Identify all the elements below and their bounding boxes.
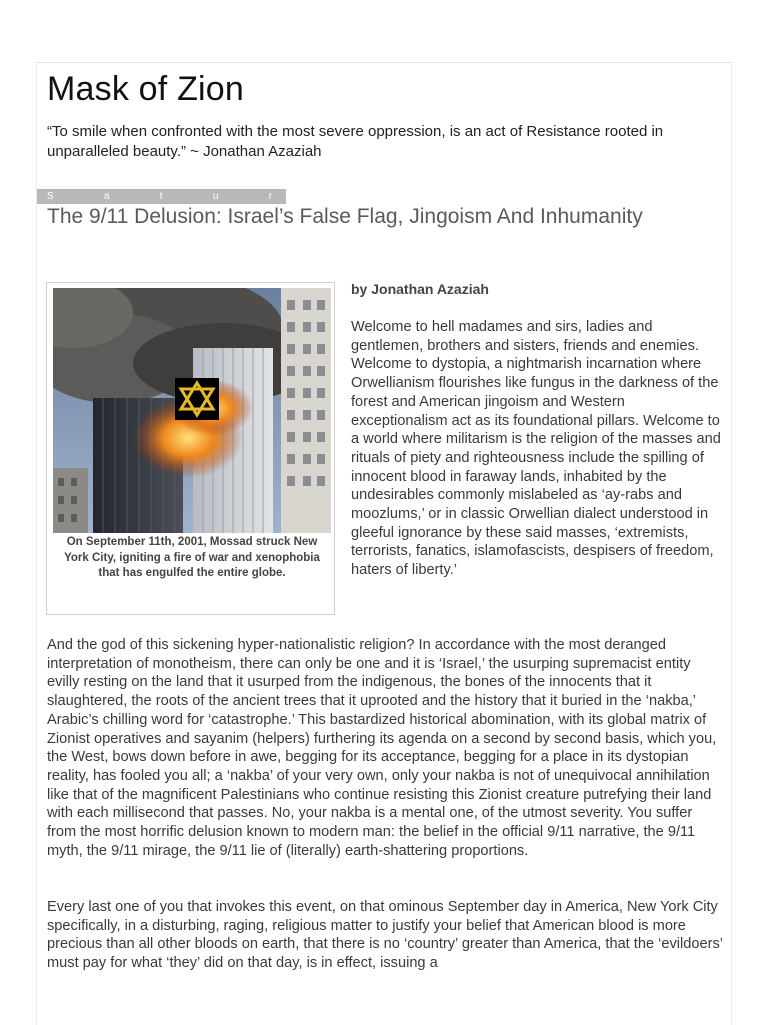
- blog-title[interactable]: Mask of Zion: [47, 70, 245, 108]
- post-paragraph: Welcome to hell madames and sirs, ladies and gentlemen, brothers and sisters, friends and enemies. Welcome to dystopia, a nightmarish incarnation where Orwellianism flourishes like fungus in the darkness of the forest and American jingoism and Western exceptionalism act as its foundational pillars. Welcome to a world where militarism is the religion of the masses and rituals of piety and righteousness include the spilling of innocent blood in faraway lands, inhabited by the undesirables commonly mislabeled as ‘ay-rabs and moozlums,’ or in classic Orwellian dialect understood in gleeful ignorance by these said masses, ‘extremists, terrorists, fanatics, islamofascists, despisers of freedom, haters of liberty.’: [351, 319, 721, 579]
- post-paragraph: Every last one of you that invokes this event, on that ominous September day in America, New York City specifically, in a disturbing, raging, religious matter to justify your belief that American blood is more precious than all other bloods on earth, that there is no ‘country’ greater than America, that the ‘evildoers’ must pay for what ‘they’ did on that day, is in effect, issuing a: [47, 899, 723, 972]
- date-letter: S: [47, 191, 54, 202]
- date-letter: a: [103, 191, 110, 202]
- date-letter: r: [268, 191, 272, 202]
- date-letter: u: [212, 191, 219, 202]
- post-figure: [46, 282, 335, 615]
- blog-tagline: “To smile when confronted with the most severe oppression, is an act of Resistance rooted in unparalleled beauty.” ~ Jonathan Azaziah: [47, 123, 664, 160]
- post-byline: by Jonathan Azaziah: [351, 281, 489, 297]
- post-date-bar: [37, 189, 286, 204]
- figure-caption: On September 11th, 2001, Mossad struck New York City, igniting a fire of war and xenophobia that has engulfed the entire globe.: [64, 536, 320, 579]
- date-letter: t: [159, 191, 163, 202]
- post-title[interactable]: The 9/11 Delusion: Israel’s False Flag, Jingoism And Inhumanity: [47, 205, 643, 228]
- post-paragraph: And the god of this sickening hyper-nationalistic religion? In accordance with the most deranged interpretation of monotheism, there can only be one and it is ‘Israel,’ the usurping supremacist entity evilly resting on the land that it usurped from the indigenous, the bones of the innocents that it slaughtered, the roots of the ancient trees that it uprooted and the history that it buried in the ‘nakba,’ Arabic’s chilling word for ‘catastrophe.’ This bastardized historical abomination, with its global matrix of Zionist operatives and sayanim (helpers) furthering its agenda on a second by second basis, which you, the West, bows down before in awe, begging for its acceptance, begging for a place in its dystopian reality, has fooled you all; a ‘nakba’ of your very own, only your nakba is not of unequivocal annihilation like that of the magnificent Palestinians who continue resisting this Zionist creature putrefying their land with each millisecond that passes. No, your nakba is a mental one, of the utmost severity. You suffer from the most horrific delusion known to modern man: the belief in the official 9/11 narrative, the 9/11 myth, the 9/11 mirage, the 9/11 lie of (literally) earth-shattering proportions.: [47, 637, 717, 859]
- star-of-david-icon: [175, 378, 219, 420]
